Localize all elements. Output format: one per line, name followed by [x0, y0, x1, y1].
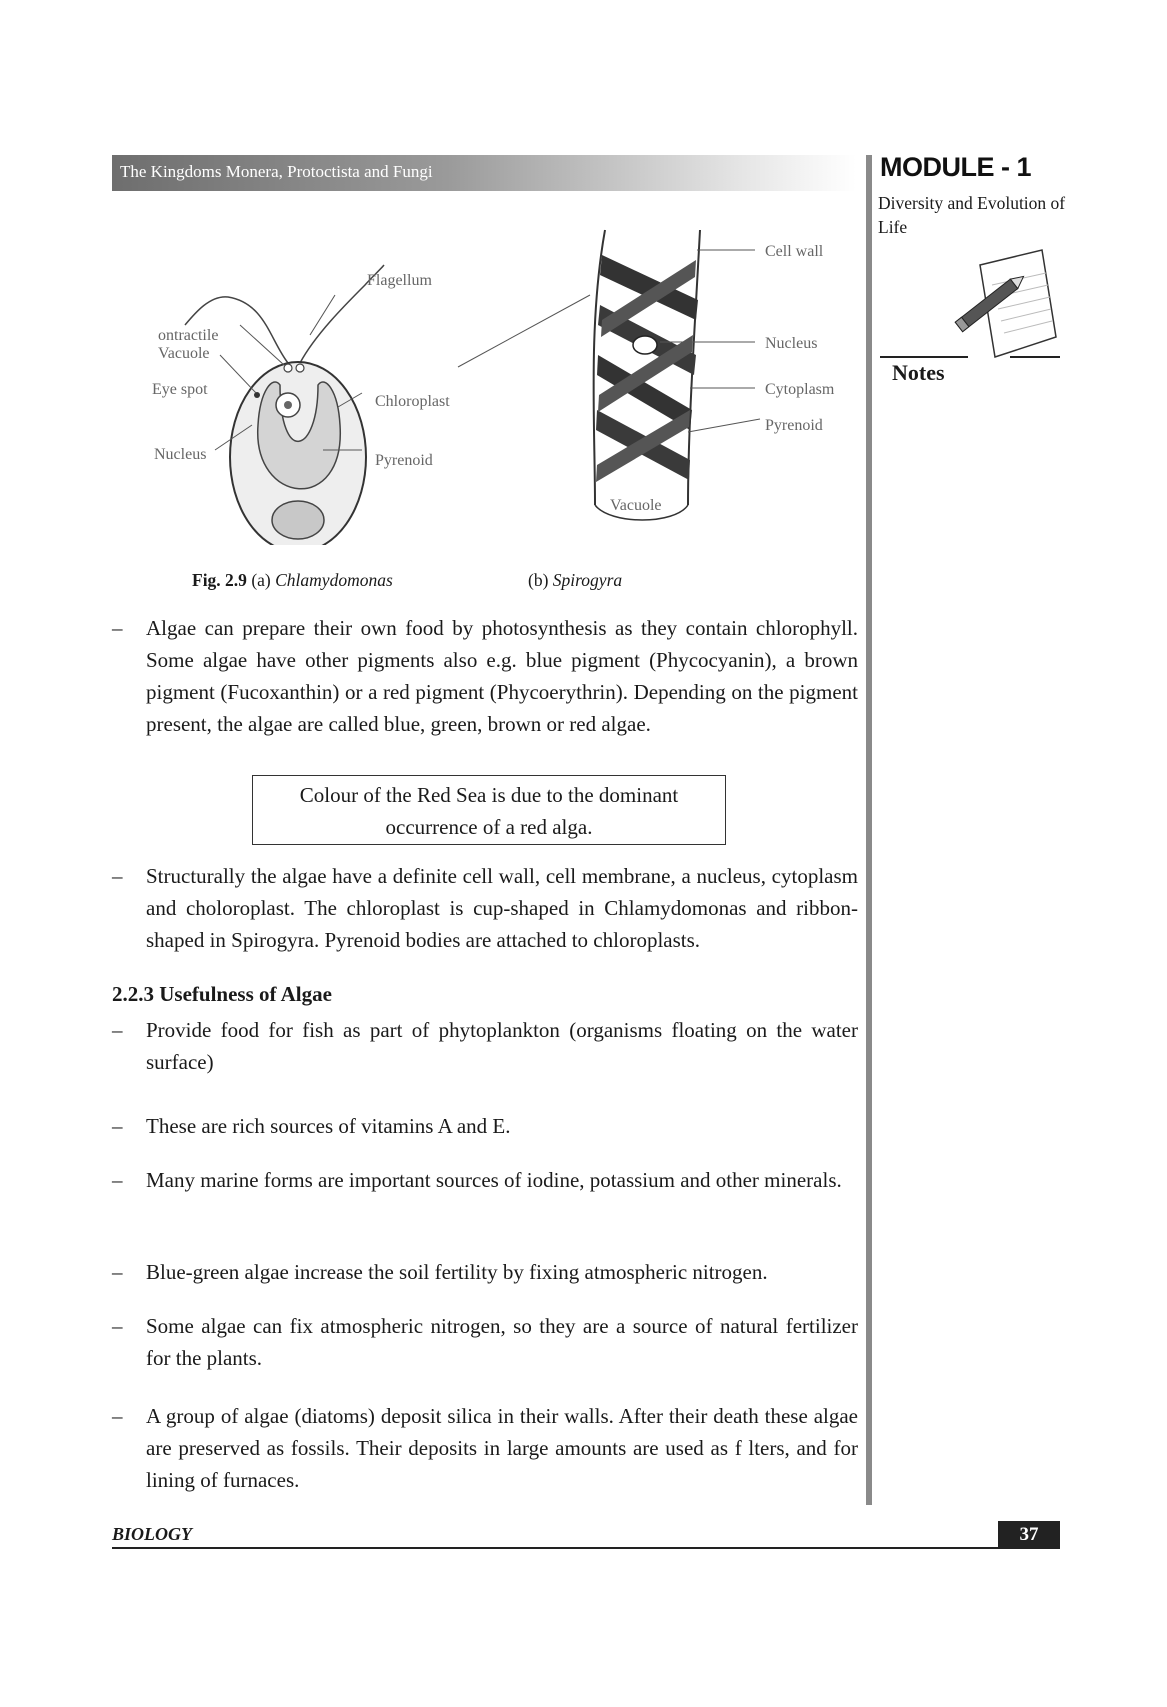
callout-box: Colour of the Red Sea is due to the dominant occurrence of a red alga. — [252, 775, 726, 845]
paragraph-text: Structurally the algae have a definite cell wall, cell membrane, a nucleus, cytoplasm and choloroplast. The chloroplast is cup-shaped in Chlamydomonas and ribbon-shaped in Spirogyra. Pyrenoid bodies are attached to chloroplasts. — [146, 864, 858, 952]
figure-number: Fig. 2.9 — [192, 570, 247, 590]
list-item — [112, 1110, 858, 1142]
list-item-text: Some algae can fix atmospheric nitrogen, so they are a source of natural fertilizer for the plants. — [146, 1314, 858, 1370]
bullet-dash: – — [112, 864, 123, 888]
running-header — [112, 155, 856, 191]
list-item — [112, 1164, 858, 1196]
footer-rule — [112, 1547, 1060, 1549]
notes-label: Notes — [892, 360, 945, 385]
list-item — [112, 1014, 858, 1078]
bullet-dash: – — [112, 1018, 123, 1042]
label-nucleus-a: Nucleus — [154, 446, 207, 463]
list-item-text: Blue-green algae increase the soil fertility by fixing atmospheric nitrogen. — [146, 1260, 768, 1284]
sidebar-divider — [866, 155, 872, 1505]
paragraph-pigments — [112, 612, 858, 740]
bullet-dash: – — [112, 1168, 123, 1192]
label-cytoplasm: Cytoplasm — [765, 381, 835, 398]
label-nucleus-b: Nucleus — [765, 335, 818, 352]
section-heading: 2.2.3 Usefulness of Algae — [112, 982, 332, 1006]
module-title: MODULE - 1 — [880, 152, 1032, 182]
paragraph-structure — [112, 860, 858, 956]
footer-subject: BIOLOGY — [112, 1524, 192, 1544]
caption-name-a: Chlamydomonas — [275, 570, 393, 590]
bullet-dash: – — [112, 1314, 123, 1338]
running-header-title: The Kingdoms Monera, Protoctista and Fungi — [120, 162, 433, 181]
label-chloroplast: Chloroplast — [375, 393, 450, 410]
bullet-dash: – — [112, 1260, 123, 1284]
list-item — [112, 1256, 858, 1288]
caption-part-b: (b) — [528, 570, 549, 590]
list-item-text: A group of algae (diatoms) deposit silica in their walls. After their death these algae are preserved as fossils. Their deposits in large amounts are used as f lters, and for lining of furnaces. — [146, 1404, 858, 1492]
label-vacuole: Vacuole — [158, 345, 210, 362]
label-cellwall: Cell wall — [765, 243, 824, 260]
caption-part-a: (a) — [251, 570, 271, 590]
list-item — [112, 1400, 858, 1496]
label-contractile: ontractile — [158, 327, 219, 344]
bullet-dash: – — [112, 1404, 123, 1428]
notes-rule-right — [1010, 356, 1060, 358]
figure-caption-a — [192, 570, 393, 591]
notepad-pencil-icon — [950, 245, 1060, 370]
label-vacuole-b: Vacuole — [610, 497, 662, 514]
spirogyra-diagram — [458, 230, 700, 520]
caption-name-b: Spirogyra — [552, 570, 623, 590]
figure-2-9 — [140, 225, 860, 550]
list-item-text: These are rich sources of vitamins A and E. — [146, 1114, 511, 1138]
notes-rule-left — [880, 356, 968, 358]
chlamydomonas-diagram — [185, 265, 384, 545]
page-number: 37 — [998, 1521, 1060, 1549]
list-item-text: Many marine forms are important sources of iodine, potassium and other minerals. — [146, 1168, 842, 1192]
bullet-dash: – — [112, 1114, 123, 1138]
module-subtitle: Diversity and Evolution of Life — [878, 193, 1066, 237]
bullet-dash: – — [112, 616, 123, 640]
label-pyrenoid-b: Pyrenoid — [765, 417, 823, 434]
figure-caption-b — [528, 570, 622, 591]
label-eyespot: Eye spot — [152, 381, 208, 398]
list-item-text: Provide food for fish as part of phytoplankton (organisms floating on the water surface) — [146, 1018, 858, 1074]
label-pyrenoid-a: Pyrenoid — [375, 452, 433, 469]
label-flagellum: Flagellum — [367, 272, 432, 289]
paragraph-text: Algae can prepare their own food by photosynthesis as they contain chlorophyll. Some algae have other pigments also e.g. blue pigment (Phycocyanin), a brown pigment (Fucoxanthin) or a red pigment (Phycoerythrin). Depending on the pigment present, the algae are called blue, green, brown or red algae. — [146, 616, 858, 736]
list-item — [112, 1310, 858, 1374]
